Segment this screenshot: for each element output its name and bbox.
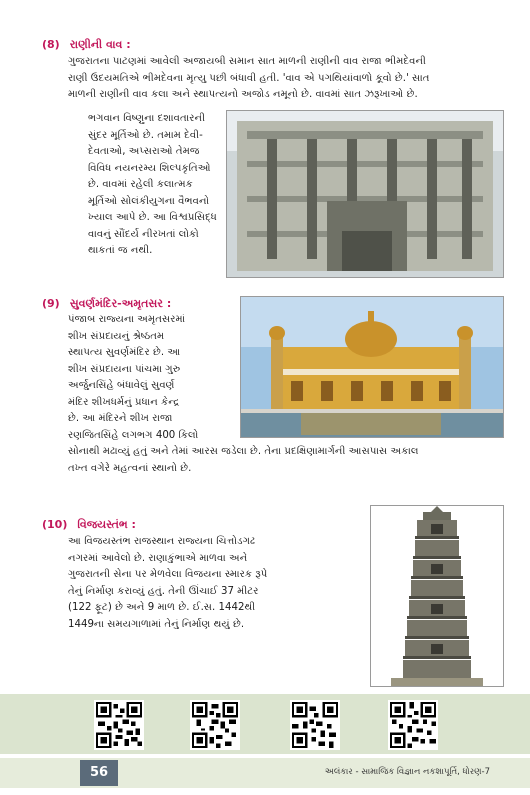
vijay-stambh-photo [370, 505, 504, 687]
text-line: સુંદર મૂર્તિઓ છે. તમામ દેવી- [88, 129, 203, 141]
qr-code-icon[interactable] [190, 700, 240, 750]
section-number: (10) [42, 518, 68, 531]
section-9-full-text [68, 444, 500, 477]
text-line: સ્થાપત્ય સુવર્ણમંદિર છે. આ [68, 347, 181, 358]
text-line: તખ્ત વગેરે મહત્વનાં સ્થાનો છે. [68, 462, 192, 474]
section-8-intro [68, 54, 498, 104]
text-line: શીખ સંપ્રદાયનું શ્રેષ્ઠતમ [68, 330, 165, 342]
text-line: દેવતાઓ, અપ્સરાઓ તેમજ [88, 146, 200, 157]
text-line: નગરમાં આવેલો છે. રાણાકુંભાએ માળવા અને [68, 552, 248, 564]
text-line: છે. આ મંદિરને શીખ રાજા [68, 413, 173, 424]
text-line: છે. વાવમાં રહેલી કલાત્મક [88, 179, 193, 190]
page-number: 56 [80, 760, 118, 786]
footer-book-title: અલંકાર - સામાજિક વિજ્ઞાન નકશાપૂર્તિ, ધોરણ-7 [324, 767, 490, 777]
section-title: વિજયસ્તંભ : [77, 518, 136, 531]
text-line: મૂર્તિઓ સોલંકીયુગના વૈભવનો [88, 195, 210, 207]
text-line: માળની રાણીની વાવ કલા અને સ્થાપત્યનો અજોડ નમૂનો છે. વાવમાં સાત ઝરૂખાઓ છે. [68, 89, 418, 100]
text-line: શીખ સંપ્રદાયના પાંચમા ગુરુ [68, 363, 181, 375]
text-line: 1449ના સમયગાળામાં તેનું નિર્માણ થયું છે. [68, 618, 245, 630]
section-number: (8) [42, 38, 60, 51]
golden-temple-photo [240, 296, 504, 438]
qr-code-icon[interactable] [290, 700, 340, 750]
section-10-heading [42, 518, 136, 532]
text-line: રાણી ઉદયમતિએ ભીમદેવના મૃત્યુ પછી બંધાવી હતી. 'વાવ એ પગથિયાંવાળો કૂવો છે.' સાત [68, 72, 430, 84]
text-line: વિવિધ નયનરમ્ય શિલ્પકૃતિઓ [88, 162, 211, 174]
text-line: તેનું નિર્માણ કરાવ્યું હતું. તેની ઊંચાઈ 37 મીટર [68, 585, 259, 597]
rani-ki-vav-photo [226, 110, 504, 278]
text-line: પંજાબ રાજ્યના અમૃતસરમાં [68, 314, 186, 325]
text-line: સોનાથી મઢાવ્યું હતું અને તેમાં આરસ જડેલા છે. તેના પ્રદક્ષિણામાર્ગની આસપાસ અકાલ [68, 446, 419, 457]
text-line: મંદિર શીખધર્મનું પ્રધાન કેન્દ્ર [68, 396, 180, 408]
section-9-side-text [68, 312, 230, 444]
text-line: આ વિજયસ્તંભ રાજસ્થાન રાજ્યના ચિત્તોડગઢ [68, 536, 256, 547]
text-line: ખ્યાલ આપે છે. આ વિશ્વપ્રસિદ્ધ [88, 212, 217, 223]
text-line: (122 ફૂટ) છે અને 9 માળ છે. ઈ.સ. 1442થી [68, 602, 256, 613]
text-line: અર્જુનસિંહે બંધાવેલું સુવર્ણ [68, 380, 175, 391]
text-line: વાવનું સૌંદર્ય નીરખતાં લોકો [88, 228, 199, 240]
section-title: સુવર્ણમંદિર-અમૃતસર : [69, 297, 172, 310]
section-8-heading [42, 38, 131, 52]
text-line: ગુજરાતના પાટણમાં આવેલી અજાયબી સમાન સાત માળની રાણીની વાવ રાજા ભીમદેવની [68, 56, 426, 67]
text-line: ભગવાન વિષ્ણુના દશાવતારની [88, 113, 205, 124]
qr-code-strip [0, 694, 530, 754]
section-9-heading [42, 297, 171, 311]
text-line: થાકતાં જ નથી. [88, 245, 153, 256]
qr-code-icon[interactable] [388, 700, 438, 750]
section-10-text [68, 534, 358, 633]
section-title: રાણીની વાવ : [69, 38, 131, 51]
text-line: રણજિતસિંહે લગભગ 400 કિલો [68, 429, 199, 441]
section-number: (9) [42, 297, 60, 310]
qr-code-icon[interactable] [94, 700, 144, 750]
text-line: ગુજરાતની સેના પર મેળવેલા વિજયના સ્મારક રૂપે [68, 569, 268, 580]
